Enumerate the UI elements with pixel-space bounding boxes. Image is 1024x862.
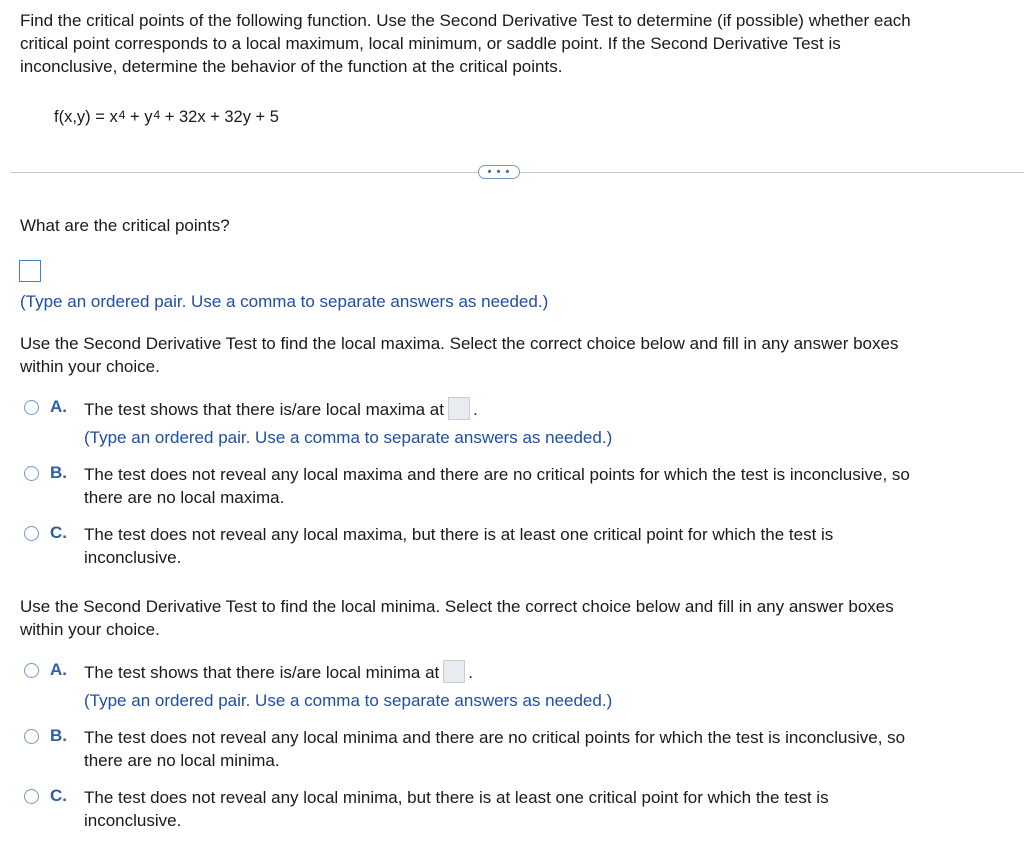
maxima-option-b-radio[interactable] <box>24 466 39 481</box>
minima-option-b-radio[interactable] <box>24 729 39 744</box>
maxima-option-a-text <box>84 398 612 449</box>
option-line: The test does not reveal any local maxima, but there is at least one critical point for which the test is <box>84 525 834 544</box>
expand-ellipsis-button[interactable]: • • • <box>478 165 520 179</box>
maxima-option-a-hint: (Type an ordered pair. Use a comma to separate answers as needed.) <box>84 428 613 448</box>
formula-mid: + y <box>125 108 153 126</box>
maxima-option-c-text <box>84 523 833 569</box>
option-line: there are no local maxima. <box>84 488 285 507</box>
minima-option-a-letter: A. <box>50 660 67 679</box>
minima-option-c-text <box>84 786 829 832</box>
minima-option-a-hint: (Type an ordered pair. Use a comma to separate answers as needed.) <box>84 691 613 711</box>
maxima-option-c-letter: C. <box>50 523 67 542</box>
minima-option-a-text <box>84 661 612 712</box>
option-line: inconclusive. <box>84 548 182 567</box>
maxima-instructions-line: within your choice. <box>20 357 160 376</box>
problem-statement <box>20 9 911 78</box>
option-line: The test does not reveal any local maxima and there are no critical points for which the test is inconclusive, so <box>84 465 910 484</box>
minima-option-a-radio[interactable] <box>24 663 39 678</box>
minima-option-b-text <box>84 726 905 772</box>
maxima-option-a-label: The test shows that there is/are local maxima at <box>84 400 444 419</box>
formula-lhs: f(x,y) = x <box>54 108 118 126</box>
formula-exponent: 4 <box>118 108 126 122</box>
problem-line: Find the critical points of the following function. Use the Second Derivative Test to determine (if possible) whether each <box>20 11 911 30</box>
option-line: inconclusive. <box>84 811 182 830</box>
function-formula <box>54 108 279 127</box>
option-line: The test does not reveal any local minima, but there is at least one critical point for which the test is <box>84 788 829 807</box>
maxima-option-b-text <box>84 463 910 509</box>
minima-option-a-label: The test shows that there is/are local minima at <box>84 663 440 682</box>
maxima-instructions-line: Use the Second Derivative Test to find the local maxima. Select the correct choice below and fill in any answer boxes <box>20 334 899 353</box>
minima-instructions-line: Use the Second Derivative Test to find the local minima. Select the correct choice below and fill in any answer boxes <box>20 597 894 616</box>
minima-answer-box[interactable] <box>443 660 465 683</box>
problem-line: inconclusive, determine the behavior of the function at the critical points. <box>20 57 563 76</box>
minima-instructions-line: within your choice. <box>20 620 160 639</box>
critical-points-hint: (Type an ordered pair. Use a comma to separate answers as needed.) <box>20 292 549 311</box>
minima-option-c-letter: C. <box>50 786 67 805</box>
formula-exponent: 4 <box>153 108 161 122</box>
minima-instructions <box>20 595 894 641</box>
critical-points-answer-box[interactable] <box>19 260 41 282</box>
maxima-option-b-letter: B. <box>50 463 67 482</box>
option-line: there are no local minima. <box>84 751 280 770</box>
maxima-option-a-letter: A. <box>50 397 67 416</box>
problem-line: critical point corresponds to a local maximum, local minimum, or saddle point. If the Second Derivative Test is <box>20 34 841 53</box>
minima-option-a-period: . <box>468 663 473 682</box>
formula-rhs: + 32x + 32y + 5 <box>160 108 279 126</box>
maxima-answer-box[interactable] <box>448 397 470 420</box>
minima-option-c-radio[interactable] <box>24 789 39 804</box>
critical-points-question: What are the critical points? <box>20 216 230 235</box>
maxima-option-c-radio[interactable] <box>24 526 39 541</box>
maxima-option-a-radio[interactable] <box>24 400 39 415</box>
minima-option-b-letter: B. <box>50 726 67 745</box>
maxima-option-a-period: . <box>473 400 478 419</box>
option-line: The test does not reveal any local minima and there are no critical points for which the test is inconclusive, so <box>84 728 906 747</box>
maxima-instructions <box>20 332 898 378</box>
